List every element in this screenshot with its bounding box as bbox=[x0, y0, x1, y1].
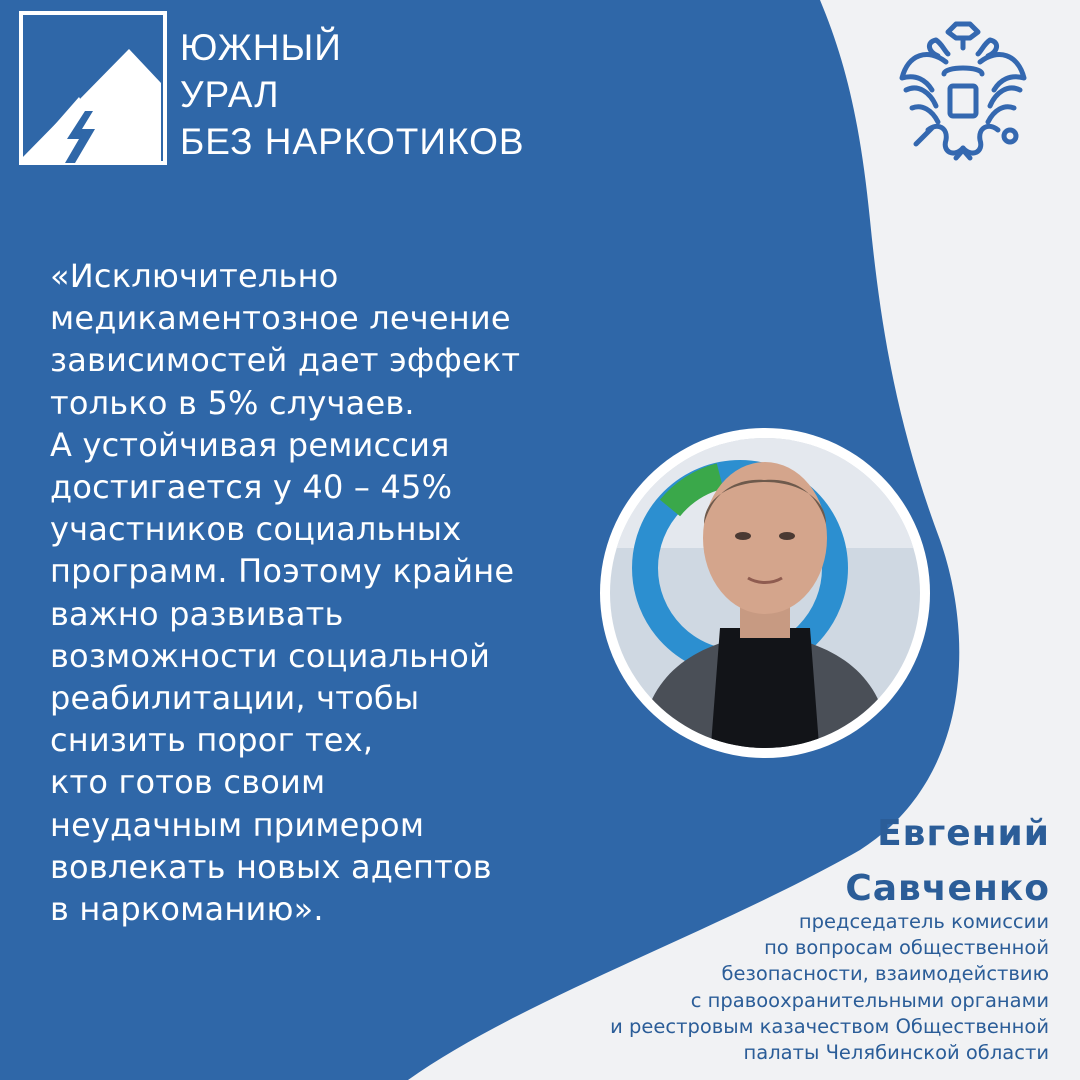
speaker-role-line: председатель комиссии bbox=[798, 910, 1049, 933]
quote-line: реабилитации, чтобы bbox=[50, 679, 420, 718]
quote-text bbox=[50, 255, 610, 930]
quote-line: только в 5% случаев. bbox=[50, 383, 415, 422]
brand-title-line: ЮЖНЫЙ bbox=[180, 27, 342, 68]
quote-line: зависимостей дает эффект bbox=[50, 341, 521, 380]
quote-line: программ. Поэтому крайне bbox=[50, 552, 515, 591]
quote-line: медикаментозное лечение bbox=[50, 299, 511, 338]
brand-title-line: УРАЛ bbox=[180, 74, 280, 115]
quote-line: А устойчивая ремиссия bbox=[50, 425, 450, 464]
speaker-first-name: Евгений bbox=[877, 813, 1050, 854]
speaker-role-line: с правоохранительными органами bbox=[690, 988, 1049, 1012]
speaker-role bbox=[610, 909, 1049, 1066]
mountain-lightning-icon bbox=[19, 11, 167, 165]
speaker-role-line: палаты Челябинской области bbox=[743, 1041, 1049, 1065]
brand-title bbox=[180, 24, 525, 165]
brand-title-line: БЕЗ НАРКОТИКОВ bbox=[180, 121, 525, 162]
quote-line: важно развивать bbox=[50, 594, 344, 633]
speaker-role-line: безопасности, взаимодействию bbox=[721, 962, 1049, 986]
speaker-name bbox=[845, 806, 1050, 916]
quote-line: «Исключительно bbox=[50, 257, 339, 295]
speaker-last-name: Савченко bbox=[845, 868, 1050, 909]
quote-line: кто готов своим bbox=[50, 763, 326, 802]
speaker-portrait bbox=[600, 428, 930, 758]
quote-line: достигается у 40 – 45% bbox=[50, 468, 453, 507]
quote-line: участников социальных bbox=[50, 510, 462, 549]
quote-line: снизить порог тех, bbox=[50, 721, 374, 760]
quote-line: неудачным примером bbox=[50, 805, 425, 844]
speaker-role-line: по вопросам общественной bbox=[764, 936, 1049, 960]
quote-line: в наркоманию». bbox=[50, 890, 324, 929]
double-headed-eagle-icon bbox=[898, 18, 1028, 166]
quote-line: возможности социальной bbox=[50, 636, 491, 675]
quote-line: вовлекать новых адептов bbox=[50, 847, 492, 886]
speaker-role-line: и реестровым казачеством Общественной bbox=[610, 1014, 1049, 1038]
